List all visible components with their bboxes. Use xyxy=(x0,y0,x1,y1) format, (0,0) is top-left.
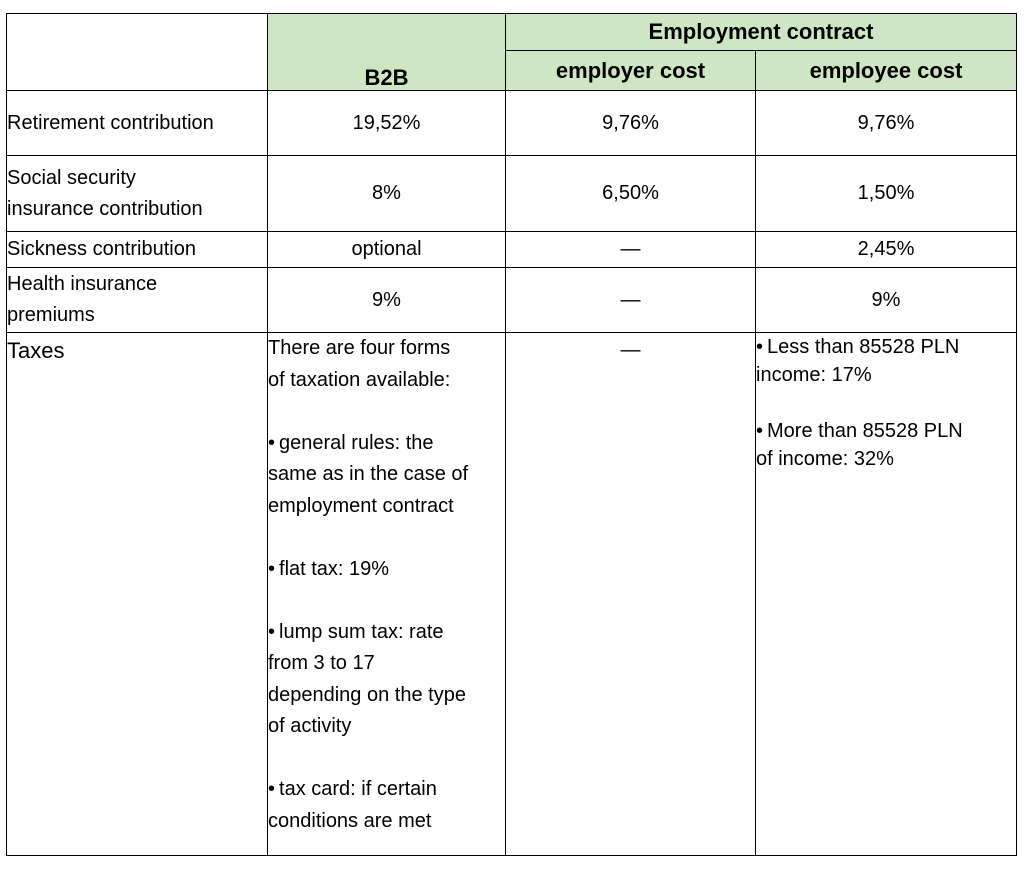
tax-bracket-upper: • More than 85528 PLN of income: 32% xyxy=(756,420,963,470)
row-label-line: Social security xyxy=(7,166,136,189)
bullet-glyph: • xyxy=(268,778,276,800)
taxes-intro: There are four forms of taxation available: xyxy=(268,337,451,391)
row-label xyxy=(7,91,268,156)
taxes-option-flat: • flat tax: 19% xyxy=(268,557,390,580)
row-label-line: premiums xyxy=(7,304,95,326)
header-row-group xyxy=(7,14,1017,51)
row-label xyxy=(7,268,268,333)
row-label xyxy=(7,232,268,268)
employee-cell: 9,76% xyxy=(756,91,1017,156)
tax-bracket-lower: • Less than 85528 PLN income: 17% xyxy=(756,336,960,386)
row-label-line: insurance contribution xyxy=(7,197,203,220)
table-row xyxy=(7,91,1017,156)
row-label-line: Sickness contribution xyxy=(7,238,196,260)
header-b2b: B2B xyxy=(268,14,506,91)
row-label xyxy=(7,156,268,232)
employee-cell: 9% xyxy=(756,268,1017,333)
table-row xyxy=(7,268,1017,333)
bullet-glyph: • xyxy=(756,420,764,442)
taxes-employer-cell: — xyxy=(506,333,756,856)
b2b-cell: optional xyxy=(268,232,506,268)
table-row xyxy=(7,232,1017,268)
header-employment-contract: Employment contract xyxy=(506,14,1017,51)
taxes-option-tax-card: • tax card: if certain conditions are met xyxy=(268,778,437,832)
employee-cell: 2,45% xyxy=(756,232,1017,268)
employer-cell: — xyxy=(506,268,756,333)
employer-cell: — xyxy=(506,232,756,268)
contribution-comparison-table xyxy=(6,13,1017,856)
table-row-taxes xyxy=(7,333,1017,856)
header-corner-cell xyxy=(7,14,268,91)
row-label-line: Retirement contribution xyxy=(7,111,214,134)
row-label-line: Health insurance xyxy=(7,273,158,295)
row-label: Taxes xyxy=(7,333,268,856)
header-employee-cost: employee cost xyxy=(756,51,1017,91)
taxes-option-lump-sum: • lump sum tax: rate from 3 to 17 depending on the type of activity xyxy=(268,620,466,737)
bullet-glyph: • xyxy=(268,620,276,643)
employee-cell: 1,50% xyxy=(756,156,1017,232)
header-employer-cost: employer cost xyxy=(506,51,756,91)
table-row xyxy=(7,156,1017,232)
taxes-option-general: • general rules: the same as in the case of employment contract xyxy=(268,431,469,517)
employer-cell: 9,76% xyxy=(506,91,756,156)
bullet-glyph: • xyxy=(756,336,764,358)
taxes-employee-cell xyxy=(756,333,1017,856)
employer-cell: 6,50% xyxy=(506,156,756,232)
bullet-glyph: • xyxy=(268,557,276,580)
b2b-cell: 19,52% xyxy=(268,91,506,156)
taxes-b2b-cell xyxy=(268,333,506,856)
b2b-cell: 9% xyxy=(268,268,506,333)
bullet-glyph: • xyxy=(268,431,276,454)
b2b-cell: 8% xyxy=(268,156,506,232)
